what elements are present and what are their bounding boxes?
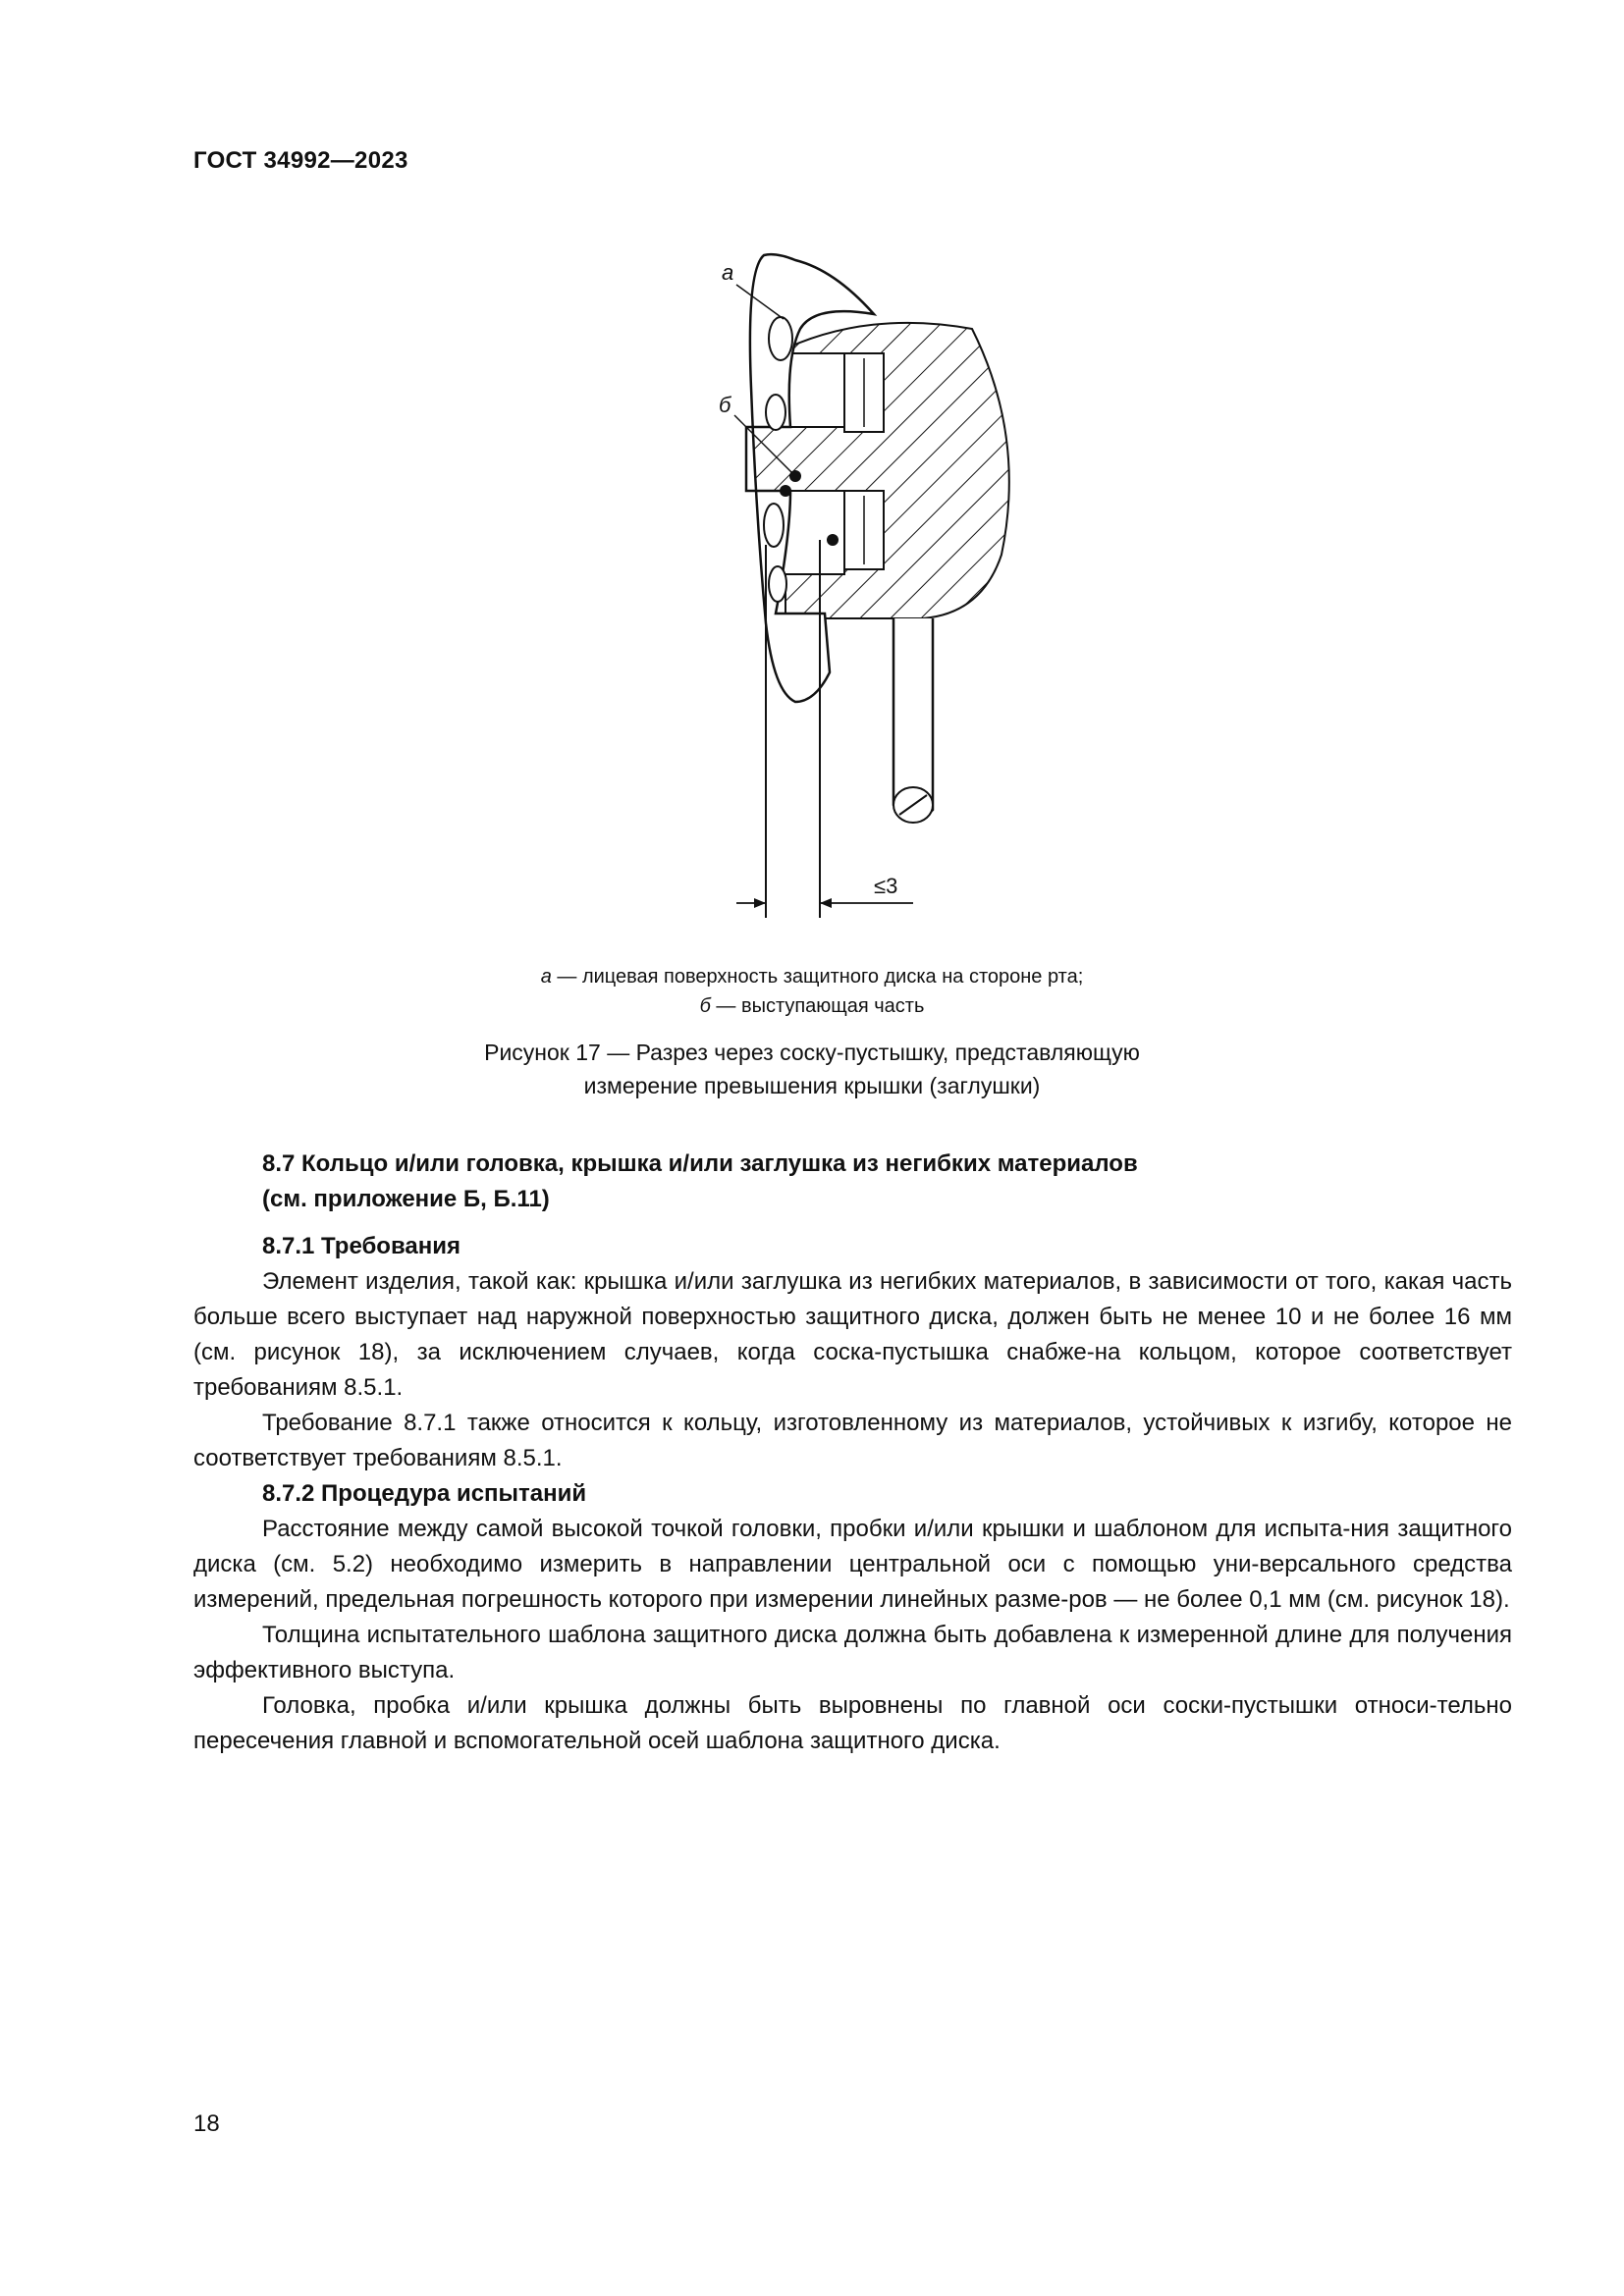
paragraph: Толщина испытательного шаблона защитного диска должна быть добавлена к измеренной длине для получения эффективного выступа.: [193, 1622, 1512, 1683]
paragraph: Элемент изделия, такой как: крышка и/или заглушка из негибких материалов, в зависимости от того, какая часть больше всего выступает над наружной поверхностью защитного диска, должен быть не менее 10 и не более 16 мм (см. рисунок 18), за исключением случаев, когда соска-пустышка снабже-на кольцом, которое соответствует требованиям 8.5.1.: [193, 1268, 1512, 1401]
label-a: а: [722, 260, 734, 285]
shield-hole: [766, 395, 785, 430]
legend-key-b: б: [699, 995, 711, 1017]
dimension-label: ≤3: [874, 874, 898, 898]
section-heading-line-1: 8.7 Кольцо и/или головка, крышка и/или заглушка из негибких материалов: [262, 1150, 1138, 1177]
label-b: б: [719, 393, 731, 417]
point-b-edge: [780, 485, 791, 497]
legend-text-a: — лицевая поверхность защитного диска на стороне рта;: [551, 966, 1084, 988]
paragraph: Требование 8.7.1 также относится к кольцу, изготовленному из материалов, устойчивых к изгибу, которое не соответствует требованиям 8.5.1.: [193, 1410, 1512, 1471]
subsection-heading-requirements: 8.7.1 Требования: [262, 1233, 461, 1259]
paragraph: Головка, пробка и/или крышка должны быть выровнены по главной оси соски-пустышки относи-тельно пересечения главной и вспомогательной осей шаблона защитного диска.: [193, 1692, 1512, 1754]
shield-hole: [764, 504, 784, 547]
figure-17-drawing: [687, 240, 1041, 928]
paragraph: Расстояние между самой высокой точкой головки, пробки и/или крышки и шаблоном для испыта-ния защитного диска (см. 5.2) необходимо измерить в направлении центральной оси с помощью уни-версального средства измерений, предельная погрешность которого при измерении линейных разме-ров — не более 0,1 мм (см. рисунок 18).: [193, 1516, 1512, 1613]
legend-key-a: а: [540, 966, 552, 988]
legend-text-b: — выступающая часть: [710, 995, 925, 1017]
section-body: [193, 1147, 1512, 1759]
caption-line-2: измерение превышения крышки (заглушки): [583, 1073, 1041, 1098]
point-ref: [827, 534, 839, 546]
caption-line-1: Рисунок 17 — Разрез через соску-пустышку, представляющую: [484, 1040, 1140, 1065]
legend-item-a: [0, 962, 1624, 991]
legend-item-b: [0, 991, 1624, 1021]
shield-hole: [769, 566, 786, 602]
page-number: 18: [193, 2110, 220, 2137]
subsection-heading-procedure: 8.7.2 Процедура испытаний: [262, 1480, 587, 1507]
figure-caption: [0, 1036, 1624, 1102]
figure-legend: [0, 962, 1624, 1021]
section-heading-line-2: (см. приложение Б, Б.11): [262, 1186, 550, 1212]
section-heading: [193, 1147, 1512, 1217]
document-header: ГОСТ 34992—2023: [193, 147, 408, 174]
shield-hole: [769, 317, 792, 360]
